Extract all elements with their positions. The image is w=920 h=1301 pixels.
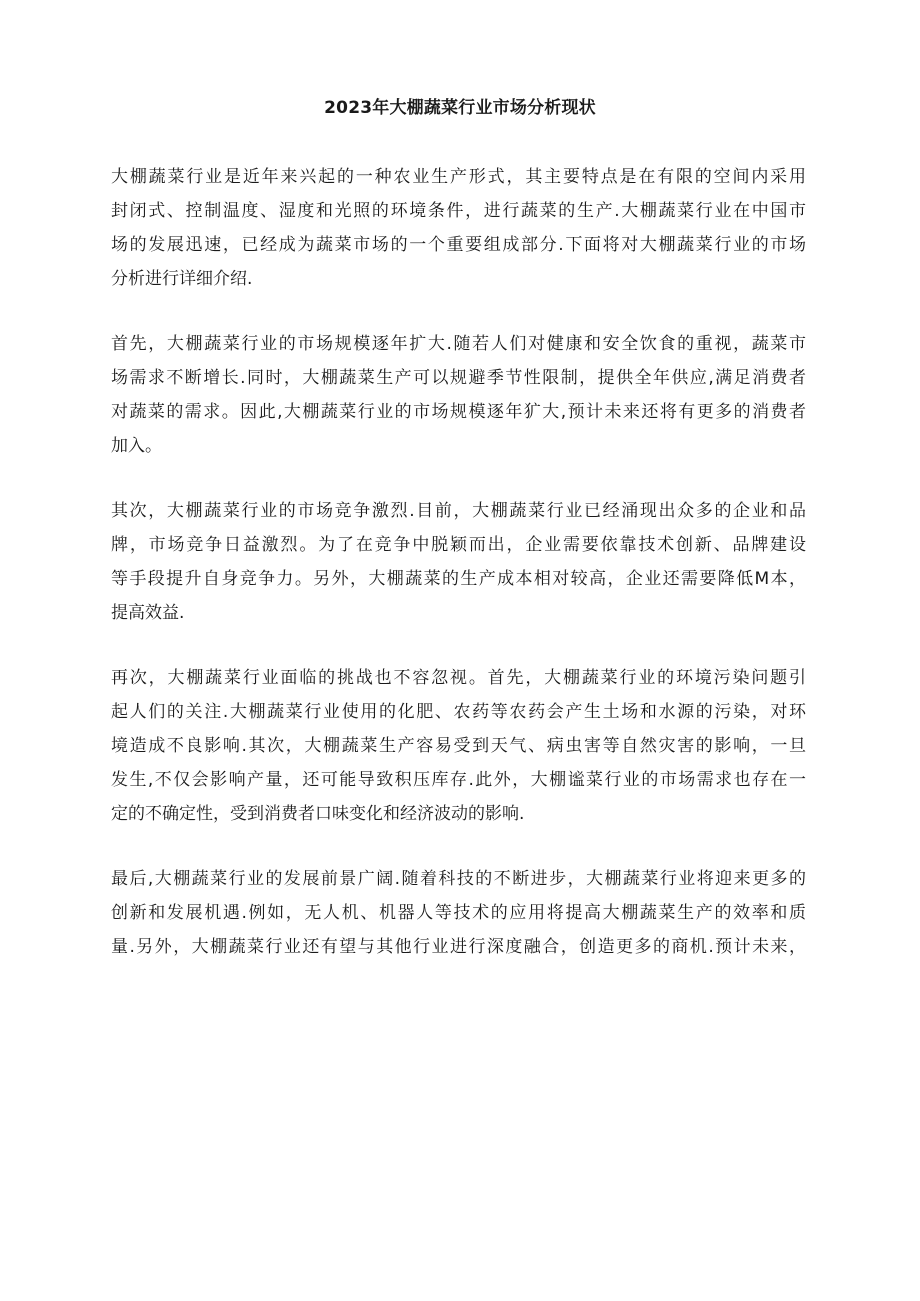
paragraph-4 [111, 661, 806, 831]
paragraph-line: 最后,大棚蔬菜行业的发展前景广阔.随着科技的不断进步，大棚蔬菜行业将迎来更多的 [111, 869, 806, 889]
document-body [111, 160, 806, 995]
paragraph-line: 起人们的关注.大棚蔬菜行业使用的化肥、农药等农药会产生土场和水源的污染，对环 [111, 702, 806, 722]
paragraph-2 [111, 327, 806, 463]
paragraph-line: 其次，大棚蔬菜行业的市场竞争激烈.目前，大棚蔬菜行业已经涌现出众多的企业和品 [111, 501, 806, 521]
paragraph-line: 量.另外，大棚蔬菜行业还有望与其他行业进行深度融合，创造更多的商机.预计未来， [111, 937, 806, 957]
paragraph-5 [111, 862, 806, 964]
document-title: 2023年大棚蔬菜行业市场分析现状 [324, 98, 596, 118]
paragraph-line: 定的不确定性，受到消费者口味变化和经济波动的影响. [111, 804, 525, 824]
paragraph-line: 场需求不断增长.同时，大棚蔬菜生产可以规避季节性限制，提供全年供应,满足消费者 [111, 368, 806, 388]
paragraph-line: 分析进行详细介绍. [111, 269, 253, 289]
paragraph-line: 再次，大棚蔬菜行业面临的挑战也不容忽视。首先，大棚蔬菜行业的环境污染问题引 [111, 668, 806, 688]
paragraph-line: 首先，大棚蔬菜行业的市场规模逐年扩大.随若人们对健康和安全饮食的重视，蔬菜市 [111, 334, 806, 354]
paragraph-line: 牌，市场竞争日益激烈。为了在竞争中脱颖而出，企业需要依靠技术创新、品牌建设 [111, 535, 806, 555]
paragraph-line: 封闭式、控制温度、湿度和光照的环境条件，进行蔬菜的生产.大棚蔬菜行业在中国市 [111, 201, 806, 221]
paragraph-line: 加入。 [111, 436, 162, 456]
paragraph-line: 发生,不仅会影响产量，还可能导致积压库存.此外，大棚谧菜行业的市场需求也存在一 [111, 770, 806, 790]
paragraph-line: 创新和发展机遇.例如，无人机、机器人等技术的应用将提高大棚蔬菜生产的效率和质 [111, 903, 806, 923]
paragraph-3 [111, 494, 806, 630]
paragraph-line: 对蔬菜的需求。因此,大棚蔬菜行业的市场规模逐年犷大,预计未来还将有更多的消费者 [111, 402, 806, 422]
paragraph-line: 等手段提升自身竞争力。另外，大棚蔬菜的生产成本相对较高，企业还需要降低M本， [111, 569, 806, 589]
paragraph-line: 大棚蔬菜行业是近年来兴起的一种农业生产形式，其主要特点是在有限的空间内采用 [111, 167, 806, 187]
paragraph-line: 场的发展迅速，已经成为蔬菜市场的一个重要组成部分.下面将对大棚蔬菜行业的市场 [111, 235, 806, 255]
paragraph-1 [111, 160, 806, 296]
paragraph-line: 境造成不良影响.其次，大棚蔬菜生产容易受到天气、病虫害等自然灾害的影响，一旦 [111, 736, 806, 756]
paragraph-line: 提高效益. [111, 603, 185, 623]
